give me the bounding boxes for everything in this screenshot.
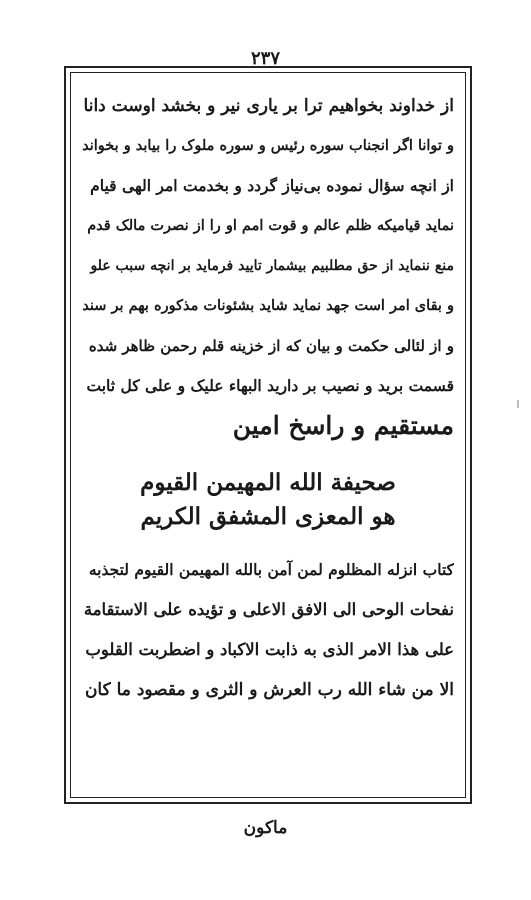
text-line: منع ننماید از حق مطلبیم بیشمار تایید فرماید بر انچه سبب علو — [90, 258, 454, 274]
manuscript-text-body — [82, 86, 454, 786]
tablet-heading: صحیفة الله المهیمن القیوم — [140, 469, 396, 496]
text-line: از خداوند بخواهیم ترا بر یاری نیر و بخشد اوست دانا — [83, 96, 454, 116]
text-line: کتاب انزله المظلوم لمن آمن بالله المهیمن القیوم لتجذبه — [88, 560, 454, 579]
text-line: و توانا اگر انجناب سوره رئیس و سوره ملوک را بیابد و بخواند — [82, 137, 454, 154]
page-number: ۲۳۷ — [250, 48, 280, 69]
text-line: علی هذا الامر الذی به ذابت الاکباد و اضطربت القلوب — [85, 640, 454, 659]
tablet-invocation: هو المعزی المشفق الکریم — [140, 503, 396, 530]
text-line: الا من شاء الله رب العرش و الثری و مقصود ما کان — [84, 680, 454, 700]
margin-mark — [517, 400, 519, 408]
text-line: مستقیم و راسخ امین — [232, 411, 454, 440]
text-line: و بقای امر است جهد نماید شاید بشئونات مذکوره بهم بر سند — [82, 297, 454, 314]
text-line: از انچه سؤال نموده بی‌نیاز گردد و بخدمت امر الهی قیام — [90, 176, 454, 195]
catchword: ماکون — [243, 818, 288, 838]
text-line: و از لئالی حکمت و بیان که از خزینه قلم رحمن ظاهر شده — [88, 337, 454, 355]
text-line: نفحات الوحی الی الافق الاعلی و تؤیده علی الاستقامة — [83, 600, 454, 619]
text-line: نماید قیامیکه ظلم عالم و قوت امم او را از نصرت مالک قدم — [87, 217, 454, 234]
text-line: قسمت برید و نصیب بر دارید البهاء علیک و علی کل ثابت — [86, 376, 454, 395]
